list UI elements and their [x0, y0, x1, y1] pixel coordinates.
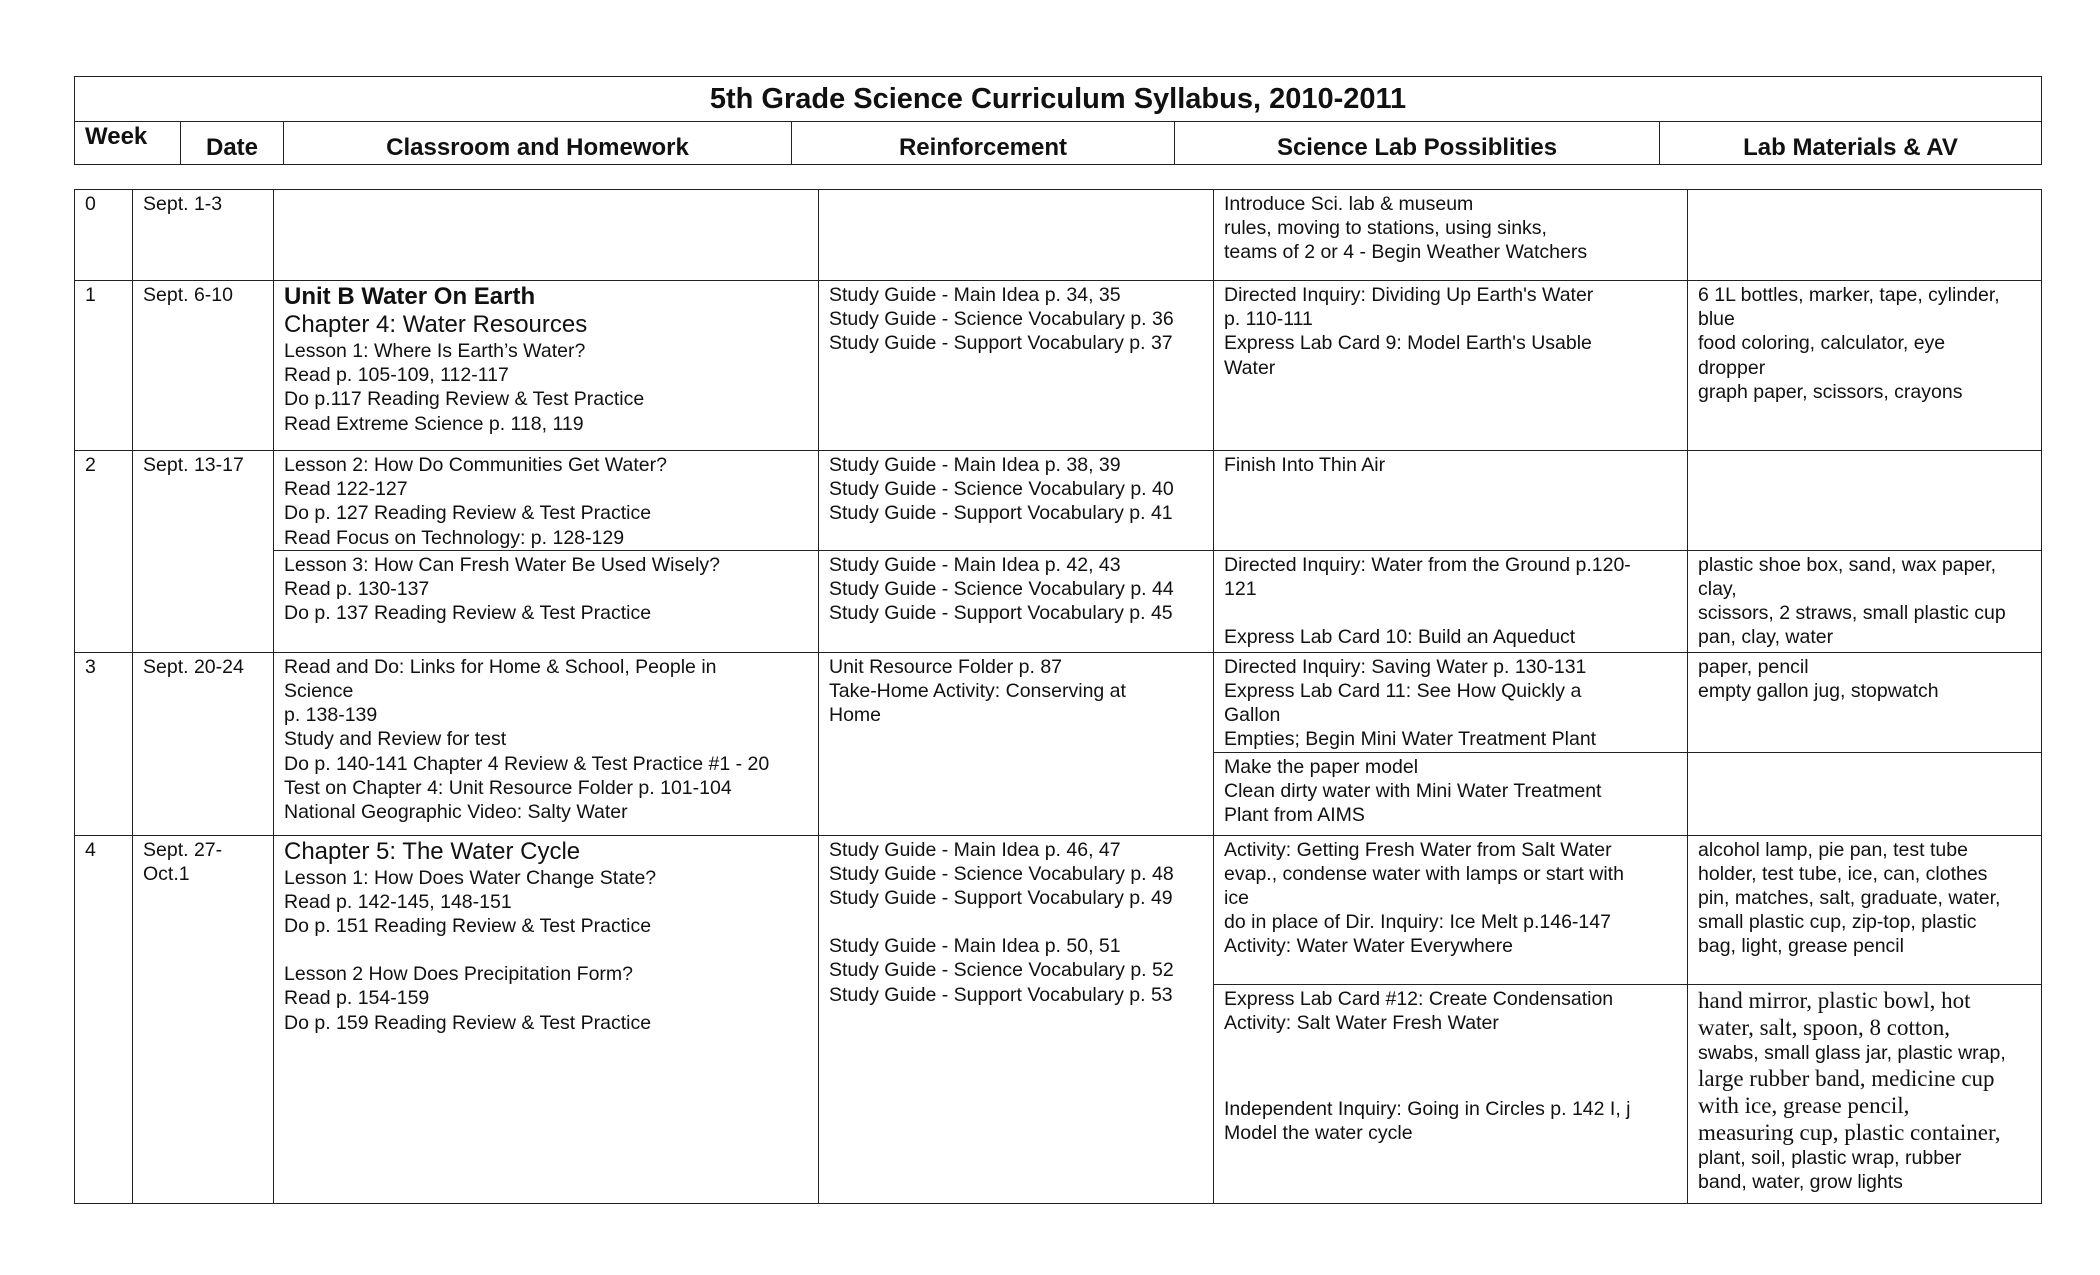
classroom-cell [274, 190, 819, 281]
reinforcement-line: Study Guide - Main Idea p. 42, 43 [829, 553, 1121, 576]
materials-cell [1688, 652, 2042, 752]
week-number: 2 [75, 451, 133, 653]
reinforcement-line: Study Guide - Support Vocabulary p. 49 [829, 887, 1173, 910]
reinforcement-line: Study Guide - Main Idea p. 38, 39 [829, 454, 1121, 476]
lab-line: Empties; Begin Mini Water Treatment Plant [1224, 728, 1597, 751]
materials-line: bag, light, grease pencil [1698, 935, 1904, 958]
classroom-line: Lesson 2: How Do Communities Get Water? [284, 454, 667, 476]
reinforcement-cell [819, 550, 1214, 652]
reinforcement-cell [819, 190, 1214, 281]
spacer [829, 910, 1203, 934]
materials-cell [1688, 835, 2042, 984]
materials-line: large rubber band, medicine cup [1698, 1065, 1995, 1091]
lab-line: Water [1224, 356, 1276, 379]
lab-cell [1214, 451, 1688, 551]
classroom-line: Lesson 1: Where Is Earth’s Water? [284, 340, 586, 362]
reinforcement-cell [819, 451, 1214, 551]
classroom-line: National Geographic Video: Salty Water [284, 801, 628, 824]
lab-line: evap., condense water with lamps or start with [1224, 862, 1624, 885]
lab-line: Gallon [1224, 704, 1281, 727]
lab-line: Express Lab Card 10: Build an Aqueduct [1224, 626, 1576, 649]
materials-line: water, salt, spoon, 8 cotton, [1698, 1014, 1951, 1040]
materials-line: clay, [1698, 578, 1737, 601]
syllabus-table [74, 189, 2042, 1204]
materials-line: swabs, small glass jar, plastic wrap, [1698, 1041, 2006, 1064]
lab-line: Make the paper model [1224, 755, 1419, 778]
materials-line: pin, matches, salt, graduate, water, [1698, 887, 2001, 910]
lab-line: Independent Inquiry: Going in Circles p. 142 I, j [1224, 1098, 1631, 1121]
classroom-line: Do p.117 Reading Review & Test Practice [284, 388, 645, 411]
date-line: Sept. 27- [143, 838, 223, 861]
column-header-lab: Science Lab Possiblities [1175, 122, 1660, 165]
reinforcement-line: Study Guide - Support Vocabulary p. 53 [829, 983, 1173, 1006]
reinforcement-line: Study Guide - Main Idea p. 50, 51 [829, 935, 1121, 958]
reinforcement-line: Study Guide - Support Vocabulary p. 41 [829, 502, 1173, 525]
classroom-line: Do p. 127 Reading Review & Test Practice [284, 502, 652, 525]
materials-line: 6 1L bottles, marker, tape, cylinder, [1698, 284, 2000, 306]
classroom-line: Read p. 142-145, 148-151 [284, 890, 512, 913]
materials-cell [1688, 984, 2042, 1203]
classroom-line: Test on Chapter 4: Unit Resource Folder p. 101-104 [284, 776, 732, 799]
classroom-line: Read and Do: Links for Home & School, People in [284, 655, 717, 678]
materials-cell [1688, 190, 2042, 281]
lab-line: Introduce Sci. lab & museum [1224, 193, 1474, 215]
date-line: Oct.1 [143, 862, 190, 885]
week-number: 0 [75, 190, 133, 281]
chapter-heading: Chapter 4: Water Resources [284, 311, 588, 338]
reinforcement-line: Study Guide - Science Vocabulary p. 44 [829, 578, 1174, 601]
classroom-line: Read 122-127 [284, 478, 408, 501]
syllabus-page [74, 76, 2041, 1194]
reinforcement-line: Study Guide - Main Idea p. 34, 35 [829, 284, 1121, 306]
materials-line: plant, soil, plastic wrap, rubber [1698, 1146, 1962, 1169]
lab-line: Express Lab Card 9: Model Earth's Usable [1224, 332, 1592, 355]
classroom-line: Read p. 130-137 [284, 578, 430, 601]
classroom-line: Lesson 3: How Can Fresh Water Be Used Wisely? [284, 553, 721, 576]
reinforcement-line: Study Guide - Science Vocabulary p. 48 [829, 862, 1174, 885]
materials-line: hand mirror, plastic bowl, hot [1698, 987, 1971, 1013]
lab-cell [1214, 281, 1688, 451]
lab-line: Clean dirty water with Mini Water Treatment [1224, 779, 1602, 802]
lab-cell [1214, 984, 1688, 1203]
reinforcement-line: Study Guide - Science Vocabulary p. 36 [829, 308, 1174, 331]
reinforcement-line: Home [829, 704, 882, 727]
lab-line: Activity: Water Water Everywhere [1224, 935, 1513, 958]
table-row-week-1 [75, 281, 2042, 451]
reinforcement-line: Study Guide - Support Vocabulary p. 37 [829, 332, 1173, 355]
lab-cell [1214, 835, 1688, 984]
week-number: 1 [75, 281, 133, 451]
table-row-week-2b [75, 550, 2042, 652]
reinforcement-line: Study Guide - Support Vocabulary p. 45 [829, 602, 1173, 625]
classroom-line: Lesson 1: How Does Water Change State? [284, 866, 657, 889]
classroom-line: p. 138-139 [284, 704, 378, 727]
classroom-line: Read p. 105-109, 112-117 [284, 364, 509, 387]
classroom-cell [274, 835, 819, 1203]
materials-line: alcohol lamp, pie pan, test tube [1698, 838, 1968, 861]
week-date [133, 835, 274, 1203]
materials-line: holder, test tube, ice, can, clothes [1698, 862, 1988, 885]
materials-line: blue [1698, 308, 1735, 331]
classroom-cell [274, 550, 819, 652]
lab-line: Directed Inquiry: Dividing Up Earth's Water [1224, 284, 1594, 306]
materials-line: pan, clay, water [1698, 626, 1834, 649]
week-date: Sept. 13-17 [133, 451, 274, 653]
reinforcement-line: Study Guide - Science Vocabulary p. 40 [829, 478, 1174, 501]
lab-line: Directed Inquiry: Water from the Ground p.120- [1224, 553, 1631, 576]
classroom-line: Science [284, 680, 354, 703]
spacer [1224, 601, 1677, 625]
chapter-heading: Chapter 5: The Water Cycle [284, 837, 581, 865]
materials-line: empty gallon jug, stopwatch [1698, 680, 1939, 703]
materials-line: paper, pencil [1698, 655, 1809, 678]
classroom-line: Do p. 137 Reading Review & Test Practice [284, 602, 652, 625]
column-header-materials: Lab Materials & AV [1660, 122, 2042, 165]
lab-line: Directed Inquiry: Saving Water p. 130-131 [1224, 655, 1587, 678]
week-date: Sept. 6-10 [133, 281, 274, 451]
table-row-week-4a [75, 835, 2042, 984]
materials-line: graph paper, scissors, crayons [1698, 380, 1963, 403]
materials-cell [1688, 752, 2042, 835]
classroom-line: Do p. 151 Reading Review & Test Practice [284, 915, 652, 938]
reinforcement-cell [819, 835, 1214, 1203]
classroom-cell [274, 652, 819, 835]
classroom-line: Read Focus on Technology: p. 128-129 [284, 526, 625, 549]
materials-cell [1688, 281, 2042, 451]
materials-line: dropper [1698, 356, 1766, 379]
lab-cell [1214, 550, 1688, 652]
spacer [284, 938, 808, 962]
lab-line: do in place of Dir. Inquiry: Ice Melt p.146-147 [1224, 911, 1611, 934]
reinforcement-line: Take-Home Activity: Conserving at [829, 680, 1126, 703]
classroom-line: Do p. 140-141 Chapter 4 Review & Test Practice #1 - 20 [284, 752, 770, 775]
spacer [1224, 1089, 1677, 1097]
column-header-date: Date [181, 122, 284, 165]
classroom-line: Study and Review for test [284, 728, 507, 751]
materials-line: food coloring, calculator, eye [1698, 332, 1946, 355]
unit-heading: Unit B Water On Earth [284, 283, 536, 310]
lab-line: Finish Into Thin Air [1224, 454, 1386, 476]
lab-line: p. 110-111 [1224, 308, 1313, 331]
materials-cell [1688, 451, 2042, 551]
reinforcement-line: Unit Resource Folder p. 87 [829, 655, 1063, 678]
classroom-cell [274, 281, 819, 451]
materials-line: plastic shoe box, sand, wax paper, [1698, 553, 1997, 576]
table-row-week-0 [75, 190, 2042, 281]
lab-line: ice [1224, 887, 1249, 910]
materials-line: band, water, grow lights [1698, 1171, 1903, 1194]
reinforcement-cell [819, 652, 1214, 835]
lab-line: 121 [1224, 578, 1257, 601]
lab-cell [1214, 652, 1688, 752]
classroom-line: Lesson 2 How Does Precipitation Form? [284, 963, 633, 986]
lab-line: Activity: Salt Water Fresh Water [1224, 1011, 1499, 1034]
reinforcement-line: Study Guide - Main Idea p. 46, 47 [829, 838, 1121, 861]
lab-line: rules, moving to stations, using sinks, [1224, 217, 1547, 240]
classroom-line: Do p. 159 Reading Review & Test Practice [284, 1011, 652, 1034]
week-number: 4 [75, 835, 133, 1203]
page-title: 5th Grade Science Curriculum Syllabus, 2010-2011 [75, 77, 2042, 122]
classroom-cell [274, 451, 819, 551]
lab-cell [1214, 752, 1688, 835]
lab-line: Activity: Getting Fresh Water from Salt Water [1224, 838, 1612, 861]
reinforcement-cell [819, 281, 1214, 451]
materials-line: small plastic cup, zip-top, plastic [1698, 911, 1977, 934]
week-date: Sept. 1-3 [133, 190, 274, 281]
materials-line: measuring cup, plastic container, [1698, 1119, 2001, 1145]
column-header-week: Week [75, 122, 181, 165]
lab-line: Express Lab Card #12: Create Condensation [1224, 987, 1614, 1010]
lab-line: Express Lab Card 11: See How Quickly a [1224, 680, 1582, 703]
spacer [1224, 1035, 1677, 1089]
week-number: 3 [75, 652, 133, 835]
column-header-reinforcement: Reinforcement [792, 122, 1175, 165]
reinforcement-line: Study Guide - Science Vocabulary p. 52 [829, 959, 1174, 982]
table-row-week-3a [75, 652, 2042, 752]
lab-cell [1214, 190, 1688, 281]
week-date: Sept. 20-24 [133, 652, 274, 835]
materials-cell [1688, 550, 2042, 652]
lab-line: Plant from AIMS [1224, 804, 1365, 827]
column-header-classroom: Classroom and Homework [284, 122, 792, 165]
lab-line: teams of 2 or 4 - Begin Weather Watchers [1224, 241, 1588, 264]
syllabus-header [74, 76, 2042, 165]
materials-line: scissors, 2 straws, small plastic cup [1698, 602, 2006, 625]
classroom-line: Read Extreme Science p. 118, 119 [284, 412, 584, 435]
materials-line: with ice, grease pencil, [1698, 1092, 1910, 1118]
classroom-line: Read p. 154-159 [284, 987, 430, 1010]
table-row-week-2a [75, 451, 2042, 551]
lab-line: Model the water cycle [1224, 1122, 1413, 1145]
